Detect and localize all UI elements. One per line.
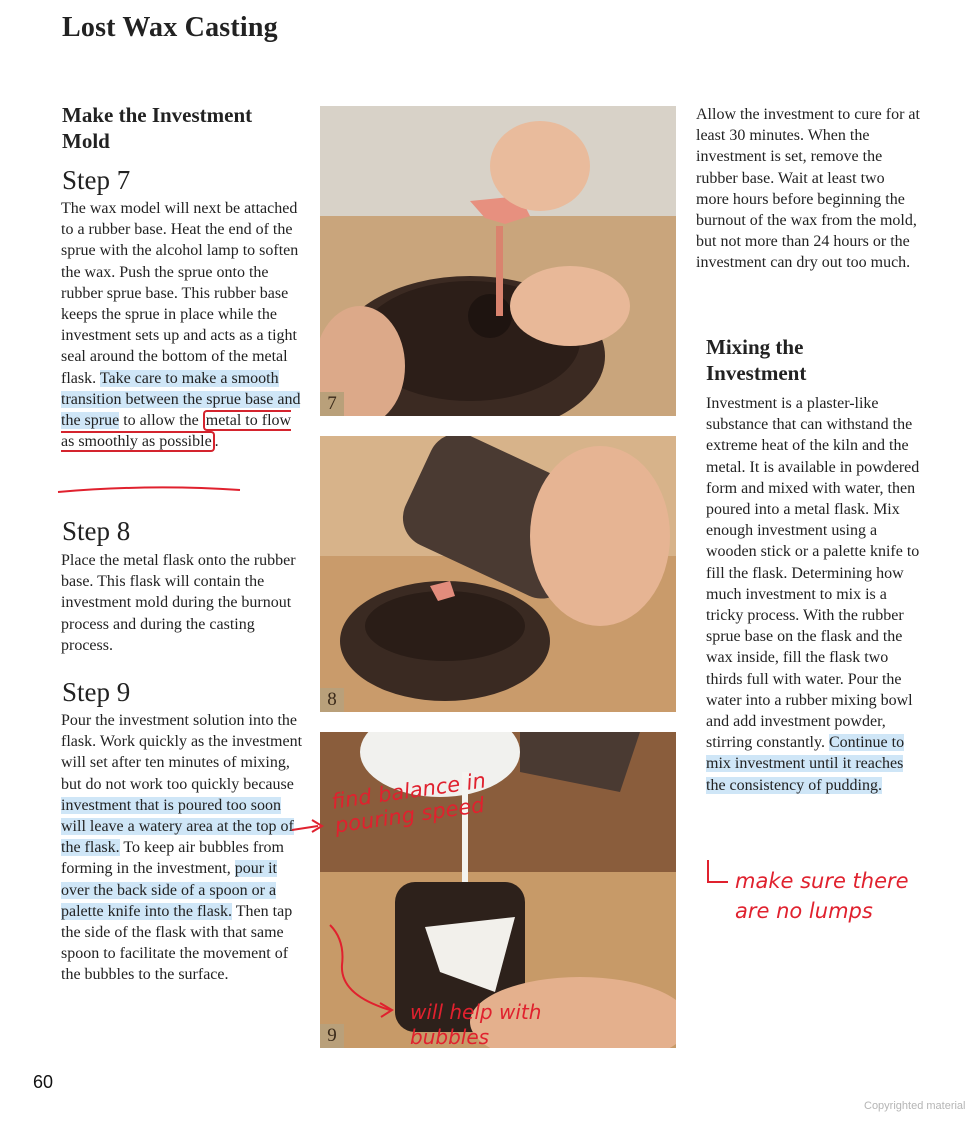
mixing-heading-line2: Investment <box>706 361 807 385</box>
annotation-arrow-lumps <box>708 860 728 882</box>
step7-text-end: . <box>214 433 219 451</box>
step7-boxed-text: metal to flow as smoothly as possible <box>61 412 292 451</box>
step8-text: Place the metal flask onto the rubber base. This flask will contain the investment mold during the burnout process and during the casting process. <box>61 552 296 654</box>
section-heading-line1: Make the Investment <box>62 103 253 127</box>
step9-text-a: Pour the investment solution into the flask. Work quickly as the investment will set after ten minutes of mixing, but do not work too quickly because <box>61 712 303 793</box>
photo-label-8: 8 <box>320 688 344 712</box>
page-number: 60 <box>33 1072 54 1092</box>
step8-heading: Step 8 <box>62 516 131 546</box>
step9-highlight-1: investment that is poured too soon will leave a watery area at the top of the flask. <box>61 796 294 857</box>
step7-text-mid: to allow the <box>119 412 203 430</box>
step7-text: The wax model will next be attached to a rubber base. Heat the end of the sprue with the alcohol lamp to soften the wax. Push the sprue onto the rubber sprue base. This rubber base keeps the sprue in place while the investment sets up and acts as a tight seal around the bottom of the metal flask. <box>61 200 299 387</box>
step9-text-b: To keep air bubbles from forming in the investment, <box>61 839 284 878</box>
step9-text-c: Then tap the side of the flask with that same spoon to facilitate the movement of the bubbles to the surface. <box>61 902 293 984</box>
copyright-watermark: Copyrighted material <box>864 1100 966 1112</box>
annotation-bubbles: will help with bubbles <box>410 1000 542 1049</box>
annotation-lumps: make sure there are no lumps <box>735 869 909 923</box>
step9-heading: Step 9 <box>62 677 131 707</box>
intro-text: Allow the investment to cure for at least 30 minutes. When the investment is set, remove the rubber base. Wait at least two more hours before beginning the burnout of the wax from the mold, but not more than 24 hours or the investment can dry out too much. <box>696 106 920 272</box>
section-heading-line2: Mold <box>62 129 110 153</box>
annotation-arrow-bubbles <box>330 925 390 1010</box>
step7-heading: Step 7 <box>62 165 131 195</box>
mixing-highlight: Continue to mix investment until it reaches the consistency of pudding. <box>706 734 905 794</box>
photo-label-7: 7 <box>320 392 344 416</box>
page-title: Lost Wax Casting <box>62 12 278 43</box>
annotation-arrow-pouring <box>292 826 318 830</box>
step9-highlight-2: pour it over the back side of a spoon or a palette knife into the flask. <box>61 860 277 920</box>
photo-label-9: 9 <box>320 1024 344 1048</box>
step7-highlight: Take care to make a smooth transition between the sprue base and the sprue <box>61 369 301 430</box>
mixing-text: Investment is a plaster-like substance that can withstand the extreme heat of the kiln and the metal. It is available in powdered form and mixed with water, then poured into a metal flask. Mix enough investment using a wooden stick or a palette knife to fill the flask. Determining how much investment to mix is a tricky process. With the rubber sprue base on the flask and the wax inside, fill the flask two thirds full with water. Pour the water into a rubber mixing bowl and add investment powder, stirring constantly. <box>706 395 920 752</box>
annotation-underline <box>58 487 240 492</box>
mixing-heading-line1: Mixing the <box>706 335 804 359</box>
annotation-arrowhead-bubbles <box>380 1003 392 1017</box>
annotation-pouring-speed: find balance in pouring speed <box>330 768 488 838</box>
